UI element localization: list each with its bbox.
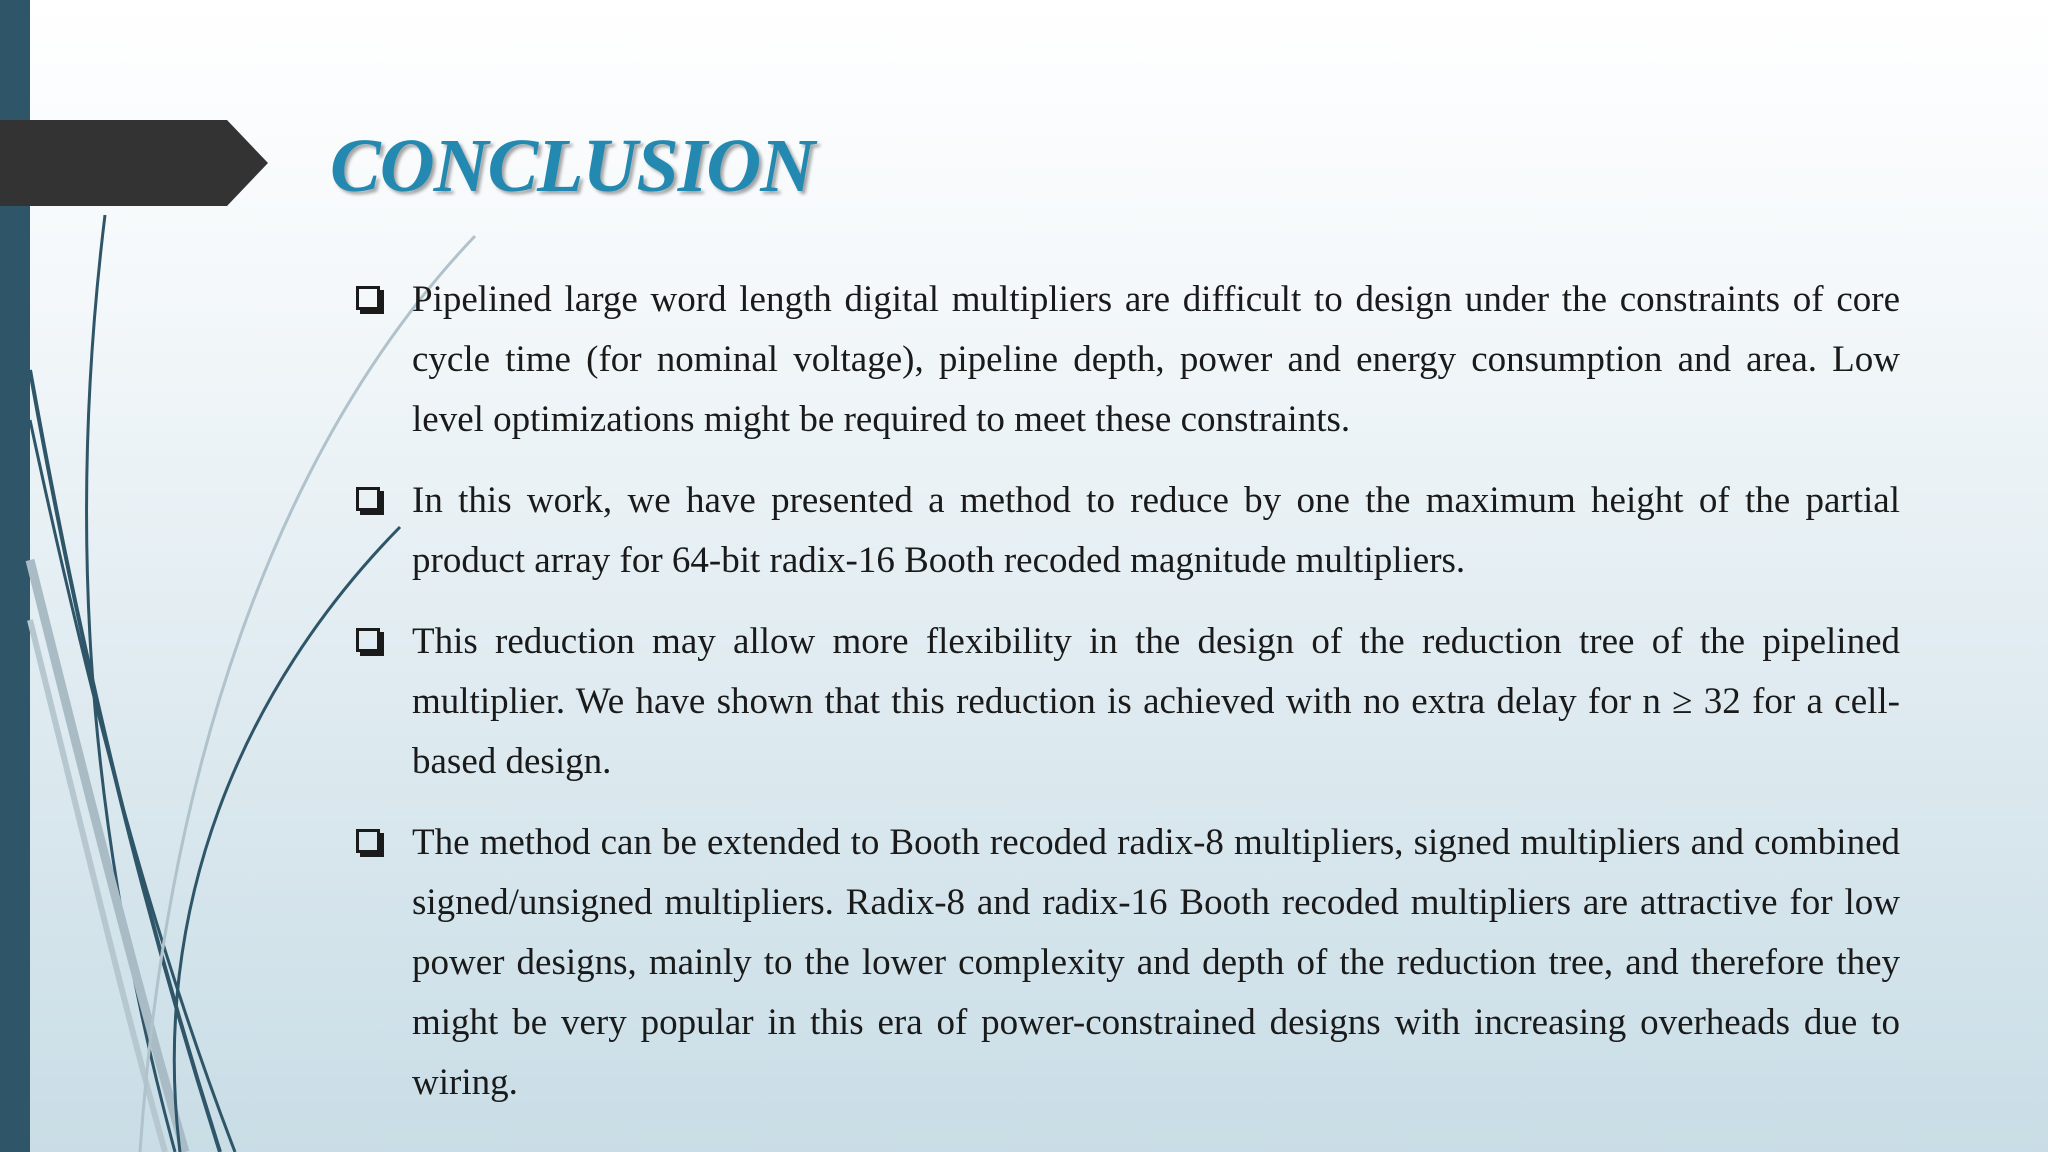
bullet-text: In this work, we have presented a method to reduce by one the maximum height of the partial product array for 64-bit radix-16 Booth recoded magnitude multipliers. bbox=[412, 480, 1900, 581]
bullet-item bbox=[352, 270, 1900, 450]
bullet-list bbox=[352, 270, 1900, 1134]
bullet-text: Pipelined large word length digital multipliers are difficult to design under the constraints of core cycle time (for nominal voltage), pipeline depth, power and energy consumption and area. Low level optimizations might be required to meet these constraints. bbox=[412, 279, 1900, 440]
bullet-text: This reduction may allow more flexibility in the design of the reduction tree of the pipelined multiplier. We have shown that this reduction is achieved with no extra delay for n ≥ 32 for a cell-based design. bbox=[412, 621, 1900, 782]
bullet-item bbox=[352, 471, 1900, 591]
slide-title: CONCLUSION bbox=[330, 124, 815, 208]
bullet-item bbox=[352, 612, 1900, 792]
title-arrow-banner bbox=[0, 120, 270, 206]
bullet-text: The method can be extended to Booth recoded radix-8 multipliers, signed multipliers and combined signed/unsigned multipliers. Radix-8 and radix-16 Booth recoded multipliers are attractive for low power designs, mainly to the lower complexity and depth of the reduction tree, and therefore they might be very popular in this era of power-constrained designs with increasing overheads due to wiring. bbox=[412, 822, 1900, 1103]
hollow-square-bullet-icon bbox=[356, 286, 380, 310]
hollow-square-bullet-icon bbox=[356, 487, 380, 511]
hollow-square-bullet-icon bbox=[356, 829, 380, 853]
hollow-square-bullet-icon bbox=[356, 628, 380, 652]
bullet-item bbox=[352, 813, 1900, 1113]
